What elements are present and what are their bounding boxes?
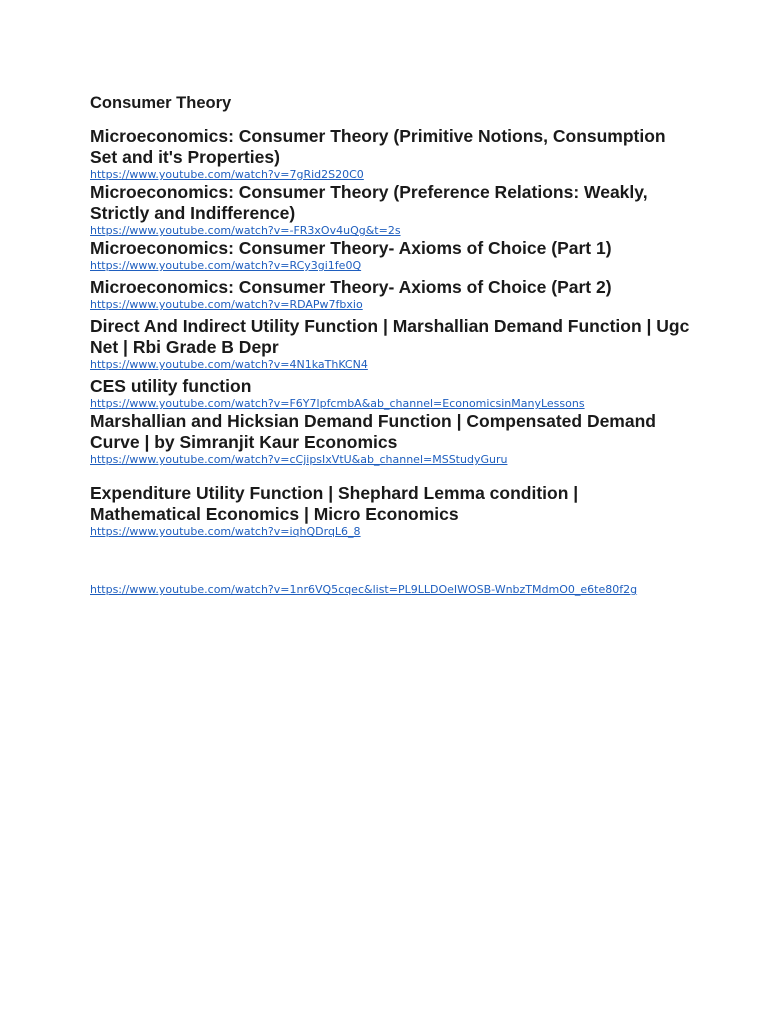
entry-link[interactable]: https://www.youtube.com/watch?v=-FR3xOv4uQg&t=2s [90,224,401,237]
entry-8 [90,483,690,539]
spacer [90,467,690,483]
entry-title: Microeconomics: Consumer Theory (Primitive Notions, Consumption Set and it's Properties) [90,126,666,167]
entry-6 [90,376,690,411]
entry-link[interactable]: https://www.youtube.com/watch?v=RCy3gi1fe0Q [90,259,362,272]
entry-link[interactable]: https://www.youtube.com/watch?v=iqhQDrqL6_8 [90,525,361,538]
document-content [90,93,690,597]
entry-3 [90,238,690,273]
entry-2 [90,182,690,238]
entry-title: Direct And Indirect Utility Function | Marshallian Demand Function | Ugc Net | Rbi Grade B Depr [90,316,690,357]
spacer [90,539,690,583]
entry-1 [90,126,690,182]
entry-7 [90,411,690,467]
entry-link[interactable]: https://www.youtube.com/watch?v=RDAPw7fbxio [90,298,363,311]
entry-link[interactable]: https://www.youtube.com/watch?v=4N1kaThKCN4 [90,358,368,371]
entry-title: Microeconomics: Consumer Theory- Axioms of Choice (Part 2) [90,277,612,297]
entry-5 [90,316,690,372]
document-title: Consumer Theory [90,94,232,112]
entry-link[interactable]: https://www.youtube.com/watch?v=cCjipsIxVtU&ab_channel=MSStudyGuru [90,453,508,466]
playlist-link[interactable]: https://www.youtube.com/watch?v=1nr6VQ5cqec&list=PL9LLDOeIWOSB-WnbzTMdmO0_e6te80f2g [90,583,638,596]
entry-title: Expenditure Utility Function | Shephard Lemma condition | Mathematical Economics | Micro Economics [90,483,579,524]
entry-title: CES utility function [90,376,252,396]
entry-link[interactable]: https://www.youtube.com/watch?v=F6Y7lpfcmbA&ab_channel=EconomicsinManyLessons [90,397,585,410]
entry-link[interactable]: https://www.youtube.com/watch?v=7gRid2S20C0 [90,168,364,181]
entry-4 [90,277,690,312]
entry-title: Microeconomics: Consumer Theory (Preference Relations: Weakly, Strictly and Indifference) [90,182,648,223]
entry-title: Marshallian and Hicksian Demand Function | Compensated Demand Curve | by Simranjit Kaur Economics [90,411,656,452]
entry-title: Microeconomics: Consumer Theory- Axioms of Choice (Part 1) [90,238,612,258]
